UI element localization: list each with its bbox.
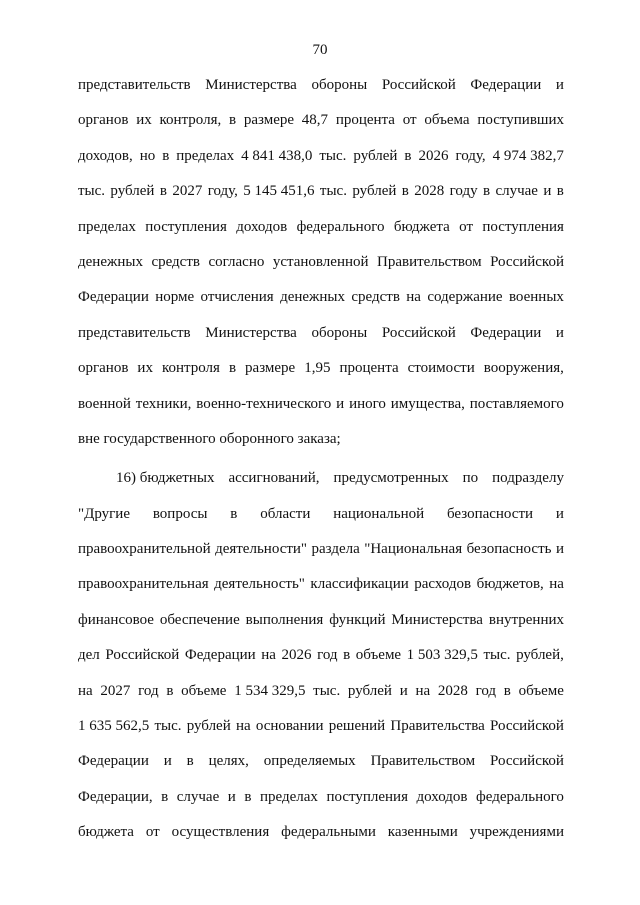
word: 1 503 329,5 — [406, 647, 478, 664]
word: представительств — [78, 77, 191, 93]
word: объеме — [355, 647, 402, 664]
word: предусмотренных — [333, 470, 449, 487]
text-line — [78, 395, 564, 430]
word: 1 635 562,5 — [78, 718, 150, 735]
word: пределах — [78, 218, 136, 235]
word: рублей — [353, 147, 398, 164]
word: 1,95 — [304, 360, 331, 377]
word: в — [166, 682, 174, 699]
word: федеральными — [281, 824, 376, 841]
word: Федерации — [184, 647, 256, 664]
word: целях, — [208, 753, 249, 770]
word: безопасность — [466, 541, 552, 558]
word: осуществления — [171, 824, 270, 841]
text-line — [78, 575, 564, 610]
page-number: 70 — [312, 42, 328, 58]
word: от — [402, 112, 417, 129]
word: доходов, — [78, 147, 133, 164]
word: в — [503, 682, 511, 699]
word: на — [78, 682, 93, 699]
word: рублей — [352, 183, 397, 200]
word: объеме — [518, 682, 564, 699]
word: бюджетов, — [476, 576, 544, 593]
word: поступления — [145, 218, 227, 235]
text-line — [78, 646, 564, 681]
word: тыс. — [154, 718, 182, 735]
word: и — [555, 77, 564, 93]
word: "Национальная — [364, 541, 463, 558]
word: в — [401, 183, 409, 200]
word: 5 145 451,6 — [243, 183, 315, 200]
word: пределах — [176, 147, 235, 164]
word: правоохранительная — [78, 576, 209, 593]
word: Министерства — [205, 324, 297, 341]
word: Правительством — [370, 753, 476, 770]
word: и — [555, 324, 564, 341]
word: тыс. — [78, 183, 106, 200]
text-line — [78, 359, 564, 394]
word: функций — [329, 611, 386, 628]
word: их — [136, 112, 152, 129]
word: правоохранительной — [78, 541, 211, 558]
word: решений — [328, 718, 386, 735]
word: в — [556, 183, 564, 200]
word: от — [459, 218, 474, 235]
word: вне государственного оборонного заказа; — [78, 430, 341, 447]
word: 2028 — [437, 682, 468, 699]
word: норме — [155, 289, 195, 306]
word: в — [482, 183, 491, 200]
word: пределах — [259, 788, 318, 805]
word: рублей, — [516, 647, 564, 664]
text-line — [78, 752, 564, 787]
word: Федерации — [78, 289, 149, 306]
word: национальной — [333, 505, 425, 522]
word: дел — [78, 647, 100, 664]
word: году — [449, 183, 478, 200]
text-line — [78, 253, 564, 288]
word: средств — [351, 289, 400, 306]
word: 2028 — [414, 183, 445, 200]
word: и — [555, 541, 564, 558]
word: Министерства — [391, 611, 483, 628]
word: в — [159, 183, 167, 200]
word: вооружения, — [483, 360, 564, 377]
word: и — [163, 753, 172, 770]
word: федерального — [296, 218, 385, 235]
word: Федерации — [78, 753, 149, 770]
text-line — [78, 76, 564, 111]
word: 4 841 438,0 — [241, 147, 313, 164]
word: области — [260, 505, 311, 522]
word: доходов — [236, 218, 288, 235]
word: определяемых — [263, 753, 356, 770]
word: и — [227, 788, 236, 805]
word: тыс. — [319, 183, 347, 200]
word: Российской — [381, 77, 456, 93]
word: основании — [255, 718, 324, 735]
word: и — [336, 395, 345, 412]
word: но — [139, 147, 156, 164]
word: раздела — [311, 541, 360, 558]
word: 2027 — [172, 183, 203, 200]
word: имущества, — [390, 395, 465, 412]
word: Российской — [381, 324, 456, 341]
word: процента — [335, 112, 395, 129]
word: 2027 — [100, 682, 131, 699]
word: размере — [245, 360, 296, 377]
word: учреждениями — [469, 824, 564, 841]
word: представительств — [78, 324, 191, 341]
word: военной — [78, 395, 131, 412]
word: техники, — [135, 395, 192, 412]
word: федерального — [476, 788, 564, 805]
word: 48,7 — [301, 112, 329, 129]
word: Российской — [490, 253, 564, 270]
word: в — [244, 788, 252, 805]
text-line — [78, 111, 564, 146]
word: год — [317, 647, 338, 664]
word: тыс. — [319, 147, 347, 164]
text-line — [78, 611, 564, 646]
document-body — [78, 76, 564, 859]
word: 2026 — [418, 147, 449, 164]
text-line — [78, 788, 564, 823]
word: Федерации — [470, 77, 542, 93]
text-line — [78, 505, 564, 540]
text-line — [78, 540, 564, 575]
word: на — [406, 289, 421, 306]
word: и — [399, 682, 408, 699]
word: 4 974 382,7 — [492, 147, 564, 164]
word: тыс. — [483, 647, 511, 664]
word: Российской — [490, 718, 564, 735]
word: 16) бюджетных — [116, 470, 215, 487]
word: военно-технического — [196, 395, 332, 412]
word: иного — [349, 395, 386, 412]
text-line — [78, 288, 564, 323]
word: 1 534 329,5 — [234, 682, 306, 699]
word: на — [261, 647, 276, 664]
text-line — [78, 147, 564, 182]
word: доходов — [416, 788, 468, 805]
word: в — [230, 505, 238, 522]
word: поступления — [482, 218, 564, 235]
word: выполнения — [245, 611, 324, 628]
word: и — [555, 505, 564, 522]
word: вопросы — [152, 505, 208, 522]
word: году, — [207, 183, 238, 200]
text-line — [78, 682, 564, 717]
word: 2026 — [281, 647, 312, 664]
word: Правительства — [390, 718, 485, 735]
word: процента — [339, 360, 399, 377]
word: органов — [78, 360, 129, 377]
word: году, — [455, 147, 486, 164]
word: на — [235, 718, 251, 735]
word: в — [186, 753, 194, 770]
word: военных — [508, 289, 564, 306]
paragraph-2 — [78, 469, 564, 858]
word: бюджета — [393, 218, 450, 235]
word: согласно — [208, 253, 265, 270]
word: поступления — [326, 788, 408, 805]
word: рублей — [110, 183, 155, 200]
word: объема — [424, 112, 470, 129]
word: поставляемого — [469, 395, 564, 412]
word: денежных — [280, 289, 346, 306]
word: средств — [151, 253, 200, 270]
word: в — [343, 647, 351, 664]
word: деятельности" — [215, 541, 308, 558]
word: безопасности — [446, 505, 534, 522]
word: подразделу — [492, 470, 564, 487]
paragraph-1 — [78, 76, 564, 465]
word: отчисления — [200, 289, 274, 306]
word: бюджета — [78, 824, 134, 841]
text-line — [78, 717, 564, 752]
word: обеспечение — [159, 611, 240, 628]
word: Правительством — [377, 253, 482, 270]
word: контроля — [161, 360, 220, 377]
word: установленной — [272, 253, 369, 270]
word: классификации — [310, 576, 409, 593]
word: "Другие — [78, 505, 130, 522]
word: в — [228, 112, 237, 129]
word: денежных — [78, 253, 143, 270]
word: расходов — [414, 576, 472, 593]
word: на — [415, 682, 431, 699]
word: Федерации, — [78, 788, 153, 805]
word: размере — [243, 112, 295, 129]
word: обороны — [311, 324, 368, 341]
text-line — [78, 430, 564, 465]
word: деятельность" — [214, 576, 305, 593]
word: от — [145, 824, 160, 841]
word: органов — [78, 112, 129, 129]
text-line — [78, 182, 564, 217]
text-line — [78, 218, 564, 253]
word: рублей — [347, 682, 392, 699]
word: содержание — [427, 289, 503, 306]
word: казенными — [387, 824, 458, 841]
word: тыс. — [313, 682, 341, 699]
word: на — [549, 576, 564, 593]
word: Российской — [489, 753, 564, 770]
word: по — [462, 470, 479, 487]
word: Министерства — [205, 77, 297, 93]
text-line — [78, 823, 564, 858]
word: их — [137, 360, 153, 377]
word: и — [543, 183, 552, 200]
word: контроля, — [159, 112, 222, 129]
word: объеме — [181, 682, 227, 699]
word: ассигнований, — [228, 470, 320, 487]
word: рублей — [186, 718, 231, 735]
word: в — [228, 360, 237, 377]
word: в — [162, 147, 170, 164]
word: обороны — [311, 77, 368, 93]
word: Российской — [105, 647, 180, 664]
word: поступивших — [477, 112, 564, 129]
word: в — [161, 788, 169, 805]
word: год — [138, 682, 159, 699]
word: в — [404, 147, 412, 164]
text-line — [78, 469, 564, 504]
word: внутренних — [488, 611, 564, 628]
text-line — [78, 324, 564, 359]
word: год — [475, 682, 497, 699]
word: финансовое — [78, 611, 154, 628]
word: случае — [176, 788, 220, 805]
word: случае — [495, 183, 538, 200]
word: Федерации — [470, 324, 542, 341]
word: стоимости — [407, 360, 475, 377]
